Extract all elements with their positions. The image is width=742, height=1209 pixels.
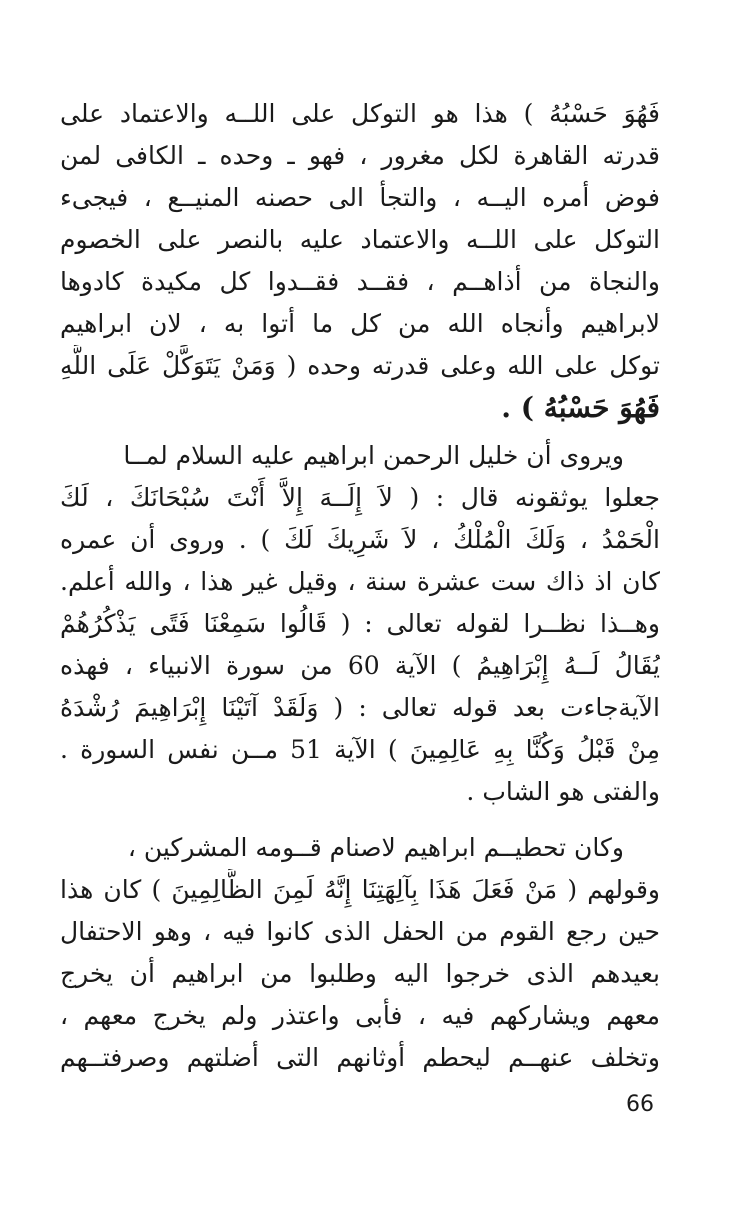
text-line: فَهُوَ حَسْبُهُ ) هذا هو التوكل على اللــه والاعتماد على <box>60 99 660 128</box>
page-number: 66 <box>626 1092 654 1117</box>
paragraph-2 <box>60 435 660 813</box>
text-line: توكل على الله وعلى قدرته وحده ( وَمَنْ يَتَوَكَّلْ عَلَى اللَّهِ <box>60 351 660 380</box>
text-line: حين رجع القوم من الحفل الذى كانوا فيه ، وهو الاحتفال <box>60 917 660 946</box>
text-line: قدرته القاهرة لكل مغرور ، فهو ـ وحده ـ الكافى لمن <box>60 141 660 170</box>
text-line: الْحَمْدُ ، وَلَكَ الْمُلْكُ ، لاَ شَرِيكَ لَكَ ) . وروى أن عمره <box>60 525 660 554</box>
text-line: يُقَالُ لَــهُ إِبْرَاهِيمُ ) الآية 60 من سورة الانبياء ، فهذه <box>60 651 660 680</box>
text-line: فَهُوَ حَسْبُهُ ) . <box>501 391 660 424</box>
paragraph-1 <box>60 93 660 429</box>
text-line: وكان تحطيــم ابراهيم لاصنام قــومه المشركين ، <box>127 833 624 862</box>
text-line: ويروى أن خليل الرحمن ابراهيم عليه السلام لمــا <box>123 441 624 470</box>
text-line: وهــذا نظــرا لقوله تعالى : ( قَالُوا سَمِعْنَا فَتًى يَذْكُرُهُمْ <box>60 609 660 638</box>
text-line: وتخلف عنهــم ليحطم أوثانهم التى أضلتهم وصرفتــهم <box>60 1043 660 1072</box>
text-line: جعلوا يوثقونه قال : ( لاَ إِلَــهَ إِلاَّ أَنْتَ سُبْحَانَكَ ، لَكَ <box>60 483 660 512</box>
text-line: وقولهم ( مَنْ فَعَلَ هَذَا بِآلِهَتِنَا إِنَّهُ لَمِنَ الظَّالِمِينَ ) كان هذا <box>60 875 660 904</box>
text-line: معهم ويشاركهم فيه ، فأبى واعتذر ولم يخرج معهم ، <box>60 1001 660 1030</box>
paragraph-3 <box>60 827 660 1079</box>
text-line: التوكل على اللــه والاعتماد عليه بالنصر على الخصوم <box>60 225 660 254</box>
text-line: فوض أمره اليــه ، والتجأ الى حصنه المنيــع ، فيجىء <box>60 183 660 212</box>
text-line: والنجاة من أذاهــم ، فقــد فقــدوا كل مكيدة كادوها <box>60 267 660 296</box>
text-line: بعيدهم الذى خرجوا اليه وطلبوا من ابراهيم أن يخرج <box>60 959 660 988</box>
text-line: لابراهيم وأنجاه الله من كل ما أتوا به ، لان ابراهيم <box>60 309 660 338</box>
text-line: الآيةجاءت بعد قوله تعالى : ( وَلَقَدْ آتَيْنَا إِبْرَاهِيمَ رُشْدَهُ <box>60 693 660 722</box>
text-line: كان اذ ذاك ست عشرة سنة ، وقيل غير هذا ، والله أعلم. <box>60 567 660 596</box>
text-line: مِنْ قَبْلُ وَكُنَّا بِهِ عَالِمِينَ ) الآية 51 مــن نفس السورة . <box>60 735 660 764</box>
text-line: والفتى هو الشاب . <box>466 777 660 806</box>
